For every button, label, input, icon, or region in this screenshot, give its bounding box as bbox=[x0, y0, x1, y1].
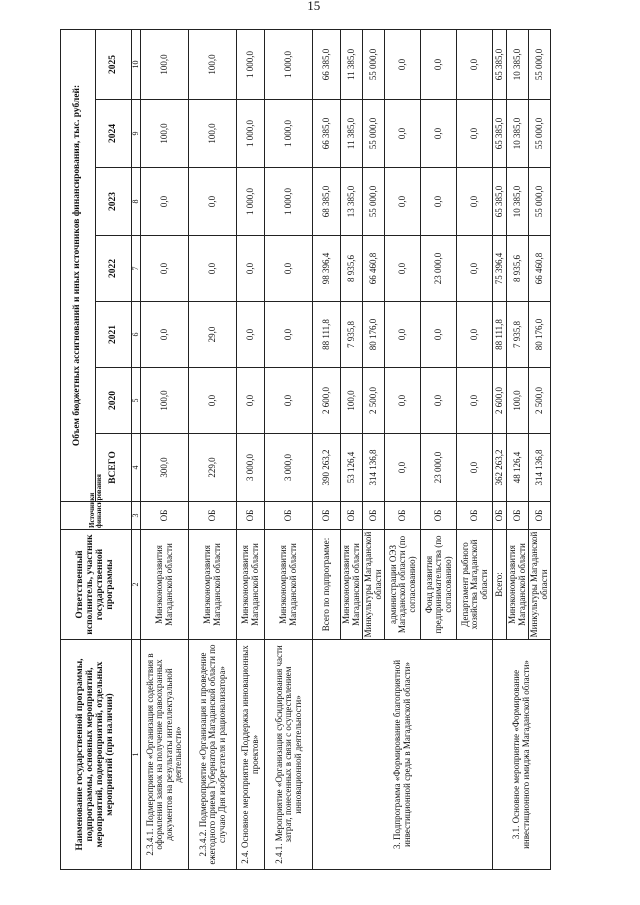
row-value: 1 000,0 bbox=[237, 168, 265, 236]
row-value: 0,0 bbox=[237, 236, 265, 302]
row-value: 66 385,0 bbox=[313, 29, 341, 99]
row-value: 68 385,0 bbox=[313, 168, 341, 236]
col-number: 7 bbox=[132, 236, 141, 302]
row-value: 0,0 bbox=[141, 168, 189, 236]
row-value: 362 263,2 bbox=[493, 434, 507, 502]
row-value: 0,0 bbox=[385, 236, 421, 302]
col-number: 6 bbox=[132, 302, 141, 368]
year-2025: 2025 bbox=[96, 29, 132, 99]
row-executor: Всего по подпрограмме: bbox=[313, 530, 341, 640]
col-number: 2 bbox=[132, 530, 141, 640]
row-value: 10 385,0 bbox=[507, 100, 529, 168]
table-row bbox=[237, 29, 265, 869]
page-number: 15 bbox=[307, 0, 321, 13]
year-2021: 2021 bbox=[96, 302, 132, 368]
row-value: 300,0 bbox=[141, 434, 189, 502]
row-value: 100,0 bbox=[141, 368, 189, 434]
row-value: 11 385,0 bbox=[341, 100, 363, 168]
row-source: ОБ bbox=[237, 502, 265, 530]
row-value: 10 385,0 bbox=[507, 29, 529, 99]
row-value: 0,0 bbox=[265, 302, 313, 368]
row-value: 80 176,0 bbox=[363, 302, 385, 368]
table-row bbox=[493, 29, 507, 869]
row-value: 0,0 bbox=[457, 100, 493, 168]
row-value: 0,0 bbox=[457, 434, 493, 502]
row-value: 2 500,0 bbox=[529, 368, 551, 434]
row-value: 11 385,0 bbox=[341, 29, 363, 99]
row-value: 1 000,0 bbox=[237, 29, 265, 99]
row-executor: Минкультуры Магаданской области bbox=[363, 530, 385, 640]
row-value: 0,0 bbox=[265, 236, 313, 302]
row-executor: Фонд развития предпринимательства (по согласованию) bbox=[421, 530, 457, 640]
row-value: 390 263,2 bbox=[313, 434, 341, 502]
row-executor: Всего: bbox=[493, 530, 507, 640]
row-value: 0,0 bbox=[385, 29, 421, 99]
row-name: 2.4.1. Мероприятие «Организация субсидирования части затрат, понесенных в связи с осуществлением инновационной деятельности» bbox=[265, 640, 313, 870]
row-value: 0,0 bbox=[189, 368, 237, 434]
row-value: 66 460,8 bbox=[363, 236, 385, 302]
header-executor: Ответственный исполнитель, участник государственной программы bbox=[61, 530, 132, 640]
header-source: Источники финансирования bbox=[61, 502, 132, 530]
measure-3-1-name: 3.1. Основное мероприятие «Формирование инвестиционного имиджа Магаданской области» bbox=[493, 640, 551, 870]
row-source: ОБ bbox=[141, 502, 189, 530]
row-value: 23 000,0 bbox=[421, 434, 457, 502]
row-value: 88 111,8 bbox=[493, 302, 507, 368]
row-value: 0,0 bbox=[189, 168, 237, 236]
row-value: 314 136,8 bbox=[363, 434, 385, 502]
row-value: 0,0 bbox=[385, 302, 421, 368]
year-2024: 2024 bbox=[96, 100, 132, 168]
row-value: 100,0 bbox=[341, 368, 363, 434]
row-value: 98 396,4 bbox=[313, 236, 341, 302]
row-executor: Минэкономразвития Магаданской области bbox=[141, 530, 189, 640]
row-value: 55 000,0 bbox=[363, 29, 385, 99]
row-name: 2.3.4.2. Подмероприятие «Организация и проведение ежегодного приема Губернатора Магаданской области по случаю Дня изобретателя и рационализатора» bbox=[189, 640, 237, 870]
year-2022: 2022 bbox=[96, 236, 132, 302]
row-value: 48 126,4 bbox=[507, 434, 529, 502]
row-value: 229,0 bbox=[189, 434, 237, 502]
row-value: 0,0 bbox=[385, 368, 421, 434]
row-value: 0,0 bbox=[421, 100, 457, 168]
row-value: 7 935,8 bbox=[507, 302, 529, 368]
row-value: 13 385,0 bbox=[341, 168, 363, 236]
row-value: 55 000,0 bbox=[529, 29, 551, 99]
row-value: 66 460,8 bbox=[529, 236, 551, 302]
row-value: 2 600,0 bbox=[493, 368, 507, 434]
row-name: 2.4. Основное мероприятие «Поддержка инновационных проектов» bbox=[237, 640, 265, 870]
col-number: 4 bbox=[132, 434, 141, 502]
row-value: 55 000,0 bbox=[363, 100, 385, 168]
row-source: ОБ bbox=[341, 502, 363, 530]
row-value: 0,0 bbox=[457, 168, 493, 236]
row-value: 0,0 bbox=[141, 302, 189, 368]
row-value: 75 396,4 bbox=[493, 236, 507, 302]
col-number: 8 bbox=[132, 168, 141, 236]
year-2020: 2020 bbox=[96, 368, 132, 434]
row-source: ОБ bbox=[507, 502, 529, 530]
row-value: 55 000,0 bbox=[529, 168, 551, 236]
rotated-table-wrapper bbox=[60, 30, 580, 870]
row-value: 314 136,8 bbox=[529, 434, 551, 502]
row-source: ОБ bbox=[529, 502, 551, 530]
row-value: 0,0 bbox=[265, 368, 313, 434]
row-source: ОБ bbox=[189, 502, 237, 530]
header-name: Наименование государственной программы, подпрограммы, основных мероприятий, мероприятий, подмероприятий, отдельных мероприятий (при наличии) bbox=[61, 640, 132, 870]
row-value: 0,0 bbox=[457, 368, 493, 434]
row-source: ОБ bbox=[265, 502, 313, 530]
row-value: 0,0 bbox=[457, 29, 493, 99]
row-value: 100,0 bbox=[141, 29, 189, 99]
table-row bbox=[313, 29, 341, 869]
row-value: 0,0 bbox=[237, 302, 265, 368]
row-value: 1 000,0 bbox=[265, 29, 313, 99]
row-source: ОБ bbox=[457, 502, 493, 530]
row-value: 0,0 bbox=[421, 302, 457, 368]
col-number: 3 bbox=[132, 502, 141, 530]
row-value: 1 000,0 bbox=[237, 100, 265, 168]
row-value: 0,0 bbox=[457, 302, 493, 368]
col-number: 1 bbox=[132, 640, 141, 870]
col-number: 9 bbox=[132, 100, 141, 168]
row-source: ОБ bbox=[363, 502, 385, 530]
row-value: 8 935,6 bbox=[507, 236, 529, 302]
row-executor: Минэкономразвития Магаданской области bbox=[265, 530, 313, 640]
row-value: 55 000,0 bbox=[363, 168, 385, 236]
row-executor: Минэкономразвития Магаданской области bbox=[341, 530, 363, 640]
table-row bbox=[265, 29, 313, 869]
row-value: 2 600,0 bbox=[313, 368, 341, 434]
row-value: 0,0 bbox=[457, 236, 493, 302]
year-total: ВСЕГО bbox=[96, 434, 132, 502]
row-value: 100,0 bbox=[507, 368, 529, 434]
row-value: 29,0 bbox=[189, 302, 237, 368]
row-executor: Минэкономразвития Магаданской области bbox=[237, 530, 265, 640]
row-value: 0,0 bbox=[385, 100, 421, 168]
row-value: 2 500,0 bbox=[363, 368, 385, 434]
row-executor: Минкультуры Магаданской области bbox=[529, 530, 551, 640]
row-value: 100,0 bbox=[141, 100, 189, 168]
row-value: 3 000,0 bbox=[265, 434, 313, 502]
row-value: 0,0 bbox=[421, 368, 457, 434]
row-value: 65 385,0 bbox=[493, 100, 507, 168]
col-number: 10 bbox=[132, 29, 141, 99]
row-value: 88 111,8 bbox=[313, 302, 341, 368]
col-number: 5 bbox=[132, 368, 141, 434]
row-value: 0,0 bbox=[141, 236, 189, 302]
row-source: ОБ bbox=[385, 502, 421, 530]
row-value: 0,0 bbox=[385, 434, 421, 502]
row-value: 65 385,0 bbox=[493, 168, 507, 236]
row-executor: Минэкономразвития Магаданской области bbox=[189, 530, 237, 640]
row-source: ОБ bbox=[493, 502, 507, 530]
row-value: 53 126,4 bbox=[341, 434, 363, 502]
row-value: 0,0 bbox=[189, 236, 237, 302]
row-source: ОБ bbox=[313, 502, 341, 530]
row-value: 0,0 bbox=[421, 29, 457, 99]
row-value: 0,0 bbox=[237, 368, 265, 434]
row-value: 3 000,0 bbox=[237, 434, 265, 502]
row-value: 10 385,0 bbox=[507, 168, 529, 236]
row-executor: Минэкономразвития Магаданской области bbox=[507, 530, 529, 640]
row-value: 0,0 bbox=[385, 168, 421, 236]
row-value: 1 000,0 bbox=[265, 100, 313, 168]
row-value: 8 935,6 bbox=[341, 236, 363, 302]
row-value: 55 000,0 bbox=[529, 100, 551, 168]
subprogram-3-name: 3. Подпрограмма «Формирование благоприятной инвестиционной среды в Магаданской области» bbox=[313, 640, 493, 870]
table-row bbox=[189, 29, 237, 869]
row-value: 100,0 bbox=[189, 100, 237, 168]
row-value: 0,0 bbox=[421, 168, 457, 236]
row-value: 80 176,0 bbox=[529, 302, 551, 368]
row-value: 66 385,0 bbox=[313, 100, 341, 168]
row-executor: Департамент рыбного хозяйства Магаданской области bbox=[457, 530, 493, 640]
year-2023: 2023 bbox=[96, 168, 132, 236]
financing-table bbox=[60, 29, 551, 870]
row-value: 1 000,0 bbox=[265, 168, 313, 236]
row-value: 100,0 bbox=[189, 29, 237, 99]
row-value: 65 385,0 bbox=[493, 29, 507, 99]
header-volume: Объем бюджетных ассигнований и иных источников финансирования, тыс. рублей: bbox=[61, 29, 96, 501]
row-name: 2.3.4.1. Подмероприятие «Организация содействия в оформлении заявок на получение правоохранных документов на результаты интеллектуальной деятельности» bbox=[141, 640, 189, 870]
row-value: 23 000,0 bbox=[421, 236, 457, 302]
row-executor: администрации ОЭЗ Магаданской области (по согласованию) bbox=[385, 530, 421, 640]
row-value: 7 935,8 bbox=[341, 302, 363, 368]
row-source: ОБ bbox=[421, 502, 457, 530]
table-row bbox=[141, 29, 189, 869]
